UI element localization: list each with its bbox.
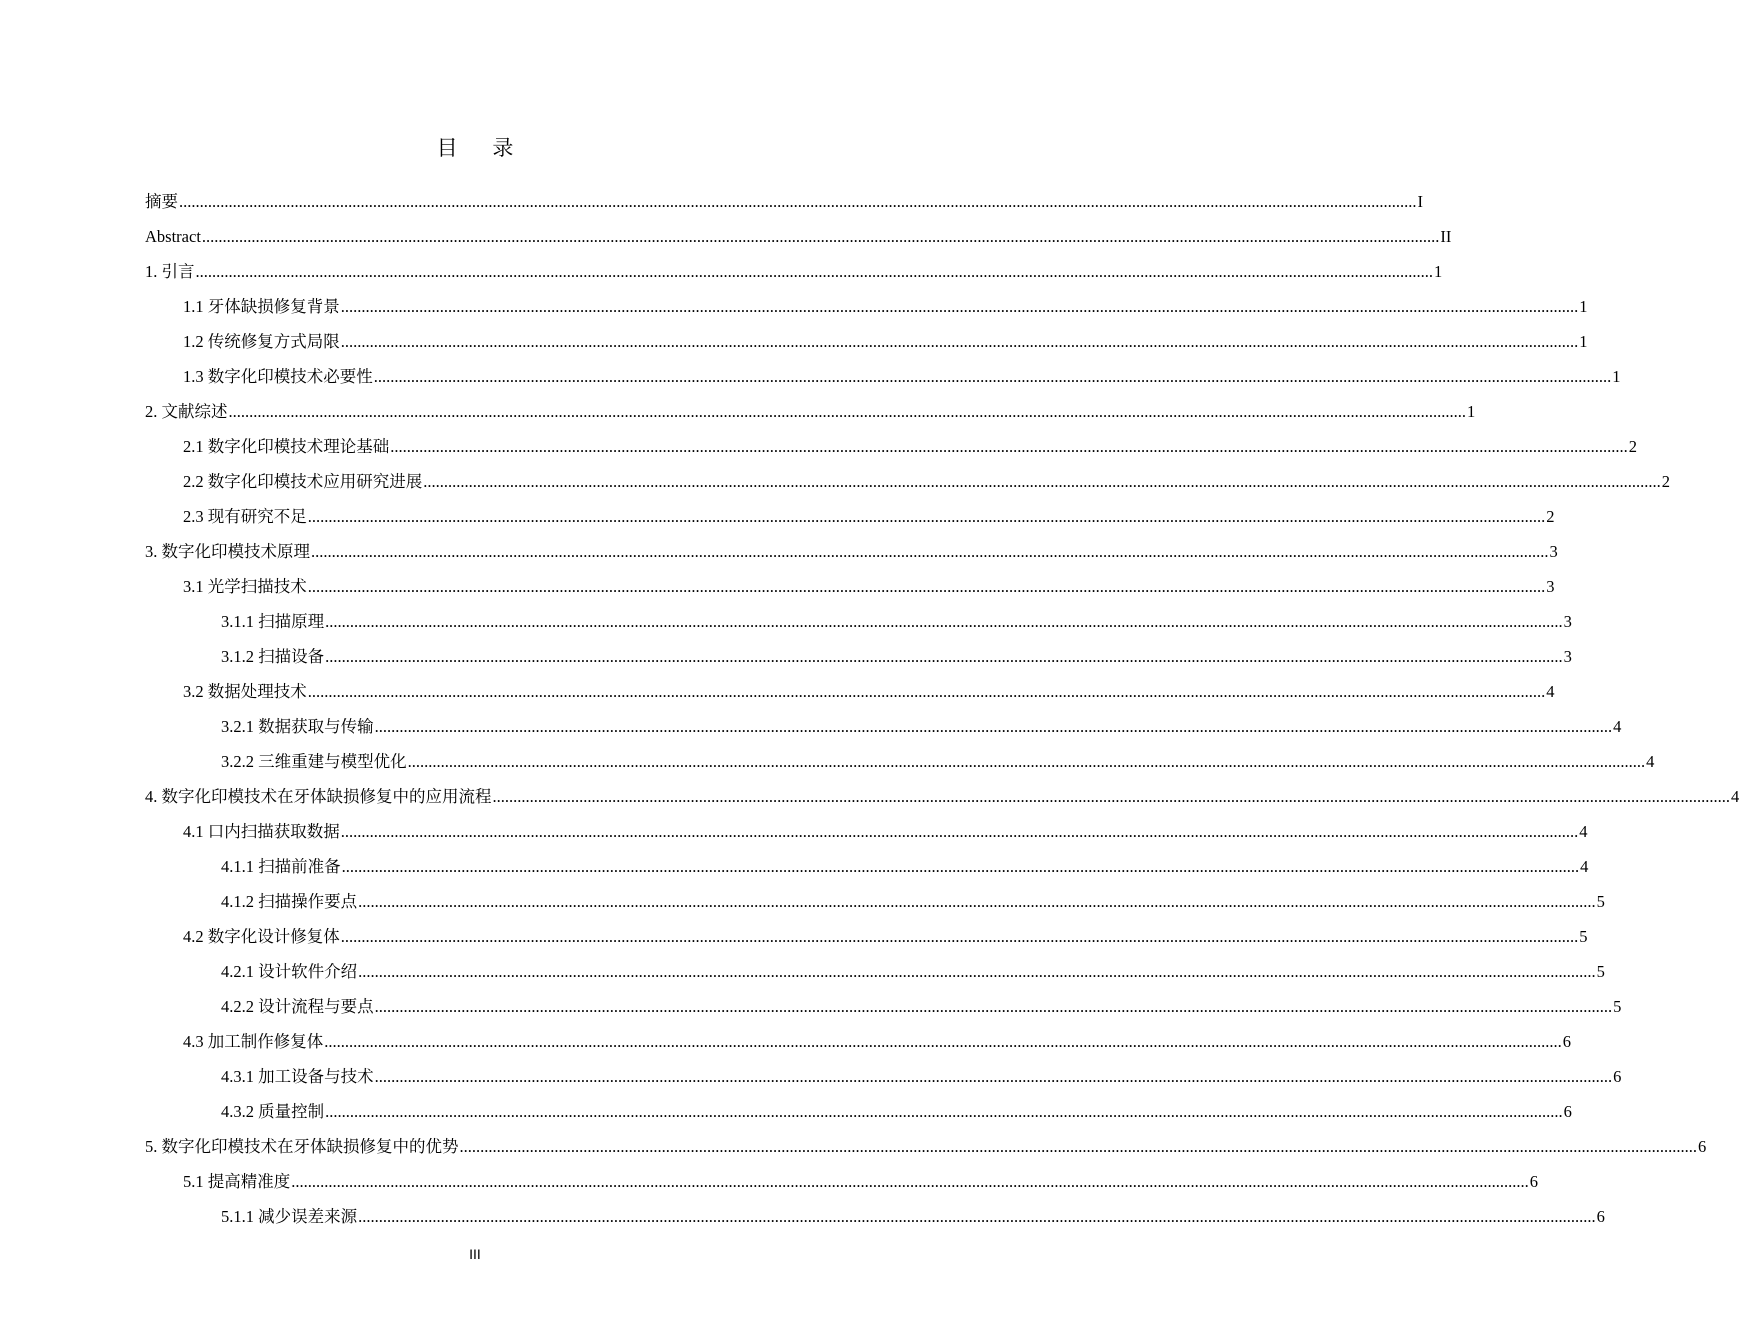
toc-dot-leader: ............................................................................................................................................................................................................................................................................................................ <box>307 577 1546 596</box>
toc-dot-leader: ............................................................................................................................................................................................................................................................................................................ <box>374 1067 1613 1086</box>
toc-dot-leader: ............................................................................................................................................................................................................................................................................................................ <box>492 787 1730 806</box>
toc-entry-label: 5. 数字化印模技术在牙体缺损修复中的优势 <box>145 1137 459 1156</box>
toc-dot-leader: ............................................................................................................................................................................................................................................................................................................ <box>423 472 1661 491</box>
toc-entry-page: 3 <box>1563 647 1572 666</box>
toc-entry[interactable] <box>183 317 1588 352</box>
toc-dot-leader: ............................................................................................................................................................................................................................................................................................................ <box>325 612 1563 631</box>
toc-entry[interactable] <box>221 702 1622 737</box>
toc-entry-label: 4.2 数字化设计修复体 <box>183 927 340 946</box>
toc-entry-label: 3.2 数据处理技术 <box>183 682 307 701</box>
toc-entry[interactable] <box>221 632 1572 667</box>
toc-title: 目 录 <box>436 136 528 160</box>
toc-entry[interactable] <box>221 1052 1622 1087</box>
toc-entry-label: 3.2.1 数据获取与传输 <box>221 717 374 736</box>
toc-entry[interactable] <box>183 422 1637 457</box>
toc-dot-leader: ............................................................................................................................................................................................................................................................................................................ <box>374 997 1613 1016</box>
toc-entry[interactable] <box>145 387 1476 422</box>
toc-entry[interactable] <box>221 877 1605 912</box>
toc-dot-leader: ............................................................................................................................................................................................................................................................................................................ <box>374 717 1613 736</box>
toc-dot-leader: ............................................................................................................................................................................................................................................................................................................ <box>311 542 1549 561</box>
toc-dot-leader: ............................................................................................................................................................................................................................................................................................................ <box>325 647 1563 666</box>
toc-entry-label: 1.1 牙体缺损修复背景 <box>183 297 340 316</box>
toc-entry[interactable] <box>183 562 1555 597</box>
toc-entry-page: 1 <box>1612 367 1621 386</box>
toc-dot-leader: ............................................................................................................................................................................................................................................................................................................ <box>201 227 1440 246</box>
toc-entry-label: 4.1 口内扫描获取数据 <box>183 822 340 841</box>
toc-entry-label: 4. 数字化印模技术在牙体缺损修复中的应用流程 <box>145 787 492 806</box>
toc-entry[interactable] <box>145 247 1443 282</box>
toc-entry-label: 2. 文献综述 <box>145 402 228 421</box>
toc-entry[interactable] <box>183 352 1621 387</box>
toc-entry[interactable] <box>183 912 1588 947</box>
toc-dot-leader: ............................................................................................................................................................................................................................................................................................................ <box>390 437 1628 456</box>
toc-entry-label: 4.1.2 扫描操作要点 <box>221 892 358 911</box>
toc-entry[interactable] <box>145 1122 1707 1157</box>
toc-entry-label: 4.3.2 质量控制 <box>221 1102 325 1121</box>
toc-entry-label: 5.1.1 减少误差来源 <box>221 1207 358 1226</box>
toc-dot-leader: ............................................................................................................................................................................................................................................................................................................ <box>228 402 1466 421</box>
toc-entry-label: 2.3 现有研究不足 <box>183 507 307 526</box>
toc-dot-leader: ............................................................................................................................................................................................................................................................................................................ <box>324 1032 1562 1051</box>
toc-entry[interactable] <box>183 282 1588 317</box>
toc-entry-label: 2.1 数字化印模技术理论基础 <box>183 437 390 456</box>
toc-entry[interactable] <box>221 947 1605 982</box>
toc-entry-page: 5 <box>1596 962 1605 981</box>
toc-entry-page: 4 <box>1580 857 1589 876</box>
toc-entry-page: 3 <box>1546 577 1555 596</box>
toc-entry-label: 3.1 光学扫描技术 <box>183 577 307 596</box>
toc-entry-page: 4 <box>1731 787 1739 806</box>
toc-dot-leader: ............................................................................................................................................................................................................................................................................................................ <box>358 892 1596 911</box>
toc-entry-page: 6 <box>1562 1032 1571 1051</box>
toc-dot-leader: ............................................................................................................................................................................................................................................................................................................ <box>358 1207 1596 1226</box>
toc-entry-page: 5 <box>1613 997 1622 1016</box>
toc-entry[interactable] <box>221 982 1622 1017</box>
toc-dot-leader: ............................................................................................................................................................................................................................................................................................................ <box>373 367 1612 386</box>
toc-entry-label: 1.2 传统修复方式局限 <box>183 332 340 351</box>
toc-entry-label: 4.3.1 加工设备与技术 <box>221 1067 374 1086</box>
toc-entry-page: II <box>1440 227 1452 246</box>
toc-entry[interactable] <box>183 492 1555 527</box>
toc-entry-label: 4.2.1 设计软件介绍 <box>221 962 358 981</box>
toc-entry-label: 3.2.2 三维重建与模型优化 <box>221 752 407 771</box>
toc-entry-page: 4 <box>1613 717 1622 736</box>
toc-entry[interactable] <box>145 772 1739 807</box>
toc-entry-page: 3 <box>1549 542 1558 561</box>
toc-entry-page: 6 <box>1596 1207 1605 1226</box>
toc-entry-label: 2.2 数字化印模技术应用研究进展 <box>183 472 423 491</box>
toc-entry[interactable] <box>145 212 1452 247</box>
toc-entry[interactable] <box>183 807 1588 842</box>
toc-entry-page: 1 <box>1579 332 1588 351</box>
toc-entry[interactable] <box>221 597 1572 632</box>
toc-entry-page: 6 <box>1529 1172 1538 1191</box>
toc-entry-page: I <box>1417 192 1423 211</box>
toc-entry[interactable] <box>221 1087 1572 1122</box>
toc-entry[interactable] <box>183 1157 1538 1192</box>
toc-entry-page: 6 <box>1563 1102 1572 1121</box>
toc-dot-leader: ............................................................................................................................................................................................................................................................................................................ <box>340 822 1579 841</box>
toc-entry-page: 1 <box>1467 402 1476 421</box>
toc-entry-label: 4.2.2 设计流程与要点 <box>221 997 374 1016</box>
page-number: III <box>469 1246 481 1262</box>
toc-entry-label: 3.1.1 扫描原理 <box>221 612 325 631</box>
toc-entry-label: 摘要 <box>145 192 178 211</box>
toc-entry-page: 4 <box>1646 752 1655 771</box>
toc-entry-label: 3. 数字化印模技术原理 <box>145 542 310 561</box>
toc-entry-page: 6 <box>1613 1067 1622 1086</box>
toc-entry-page: 1 <box>1434 262 1443 281</box>
toc-entry-page: 4 <box>1546 682 1555 701</box>
toc-dot-leader: ............................................................................................................................................................................................................................................................................................................ <box>307 507 1546 526</box>
toc-entry-page: 5 <box>1579 927 1588 946</box>
toc-dot-leader: ............................................................................................................................................................................................................................................................................................................ <box>459 1137 1697 1156</box>
toc-entry[interactable] <box>145 177 1423 212</box>
toc-dot-leader: ............................................................................................................................................................................................................................................................................................................ <box>291 1172 1529 1191</box>
toc-entry[interactable] <box>145 527 1558 562</box>
toc-entry-page: 2 <box>1546 507 1555 526</box>
toc-dot-leader: ............................................................................................................................................................................................................................................................................................................ <box>340 927 1579 946</box>
toc-entry-page: 6 <box>1698 1137 1707 1156</box>
toc-entry-label: 4.1.1 扫描前准备 <box>221 857 341 876</box>
toc-dot-leader: ............................................................................................................................................................................................................................................................................................................ <box>307 682 1546 701</box>
toc-entry-page: 4 <box>1579 822 1588 841</box>
toc-dot-leader: ............................................................................................................................................................................................................................................................................................................ <box>407 752 1646 771</box>
toc-dot-leader: ............................................................................................................................................................................................................................................................................................................ <box>195 262 1433 281</box>
toc-entry-label: 4.3 加工制作修复体 <box>183 1032 324 1051</box>
toc-entry-label: Abstract <box>145 227 201 246</box>
toc-dot-leader: ............................................................................................................................................................................................................................................................................................................ <box>340 332 1579 351</box>
toc-dot-leader: ............................................................................................................................................................................................................................................................................................................ <box>340 297 1579 316</box>
toc-dot-leader: ............................................................................................................................................................................................................................................................................................................ <box>179 192 1417 211</box>
toc-entry[interactable] <box>221 737 1655 772</box>
toc-dot-leader: ............................................................................................................................................................................................................................................................................................................ <box>358 962 1596 981</box>
toc-entry-page: 3 <box>1563 612 1572 631</box>
toc-entry-page: 1 <box>1579 297 1588 316</box>
toc-entry-label: 5.1 提高精准度 <box>183 1172 291 1191</box>
toc-entry[interactable] <box>221 1192 1605 1227</box>
toc-entry[interactable] <box>183 667 1555 702</box>
toc-entry[interactable] <box>221 842 1589 877</box>
toc-entry-page: 2 <box>1628 437 1637 456</box>
toc-entry[interactable] <box>183 457 1670 492</box>
toc-entry-label: 1.3 数字化印模技术必要性 <box>183 367 373 386</box>
toc-dot-leader: ............................................................................................................................................................................................................................................................................................................ <box>341 857 1580 876</box>
toc-entry-page: 5 <box>1596 892 1605 911</box>
toc-entry[interactable] <box>183 1017 1571 1052</box>
toc-entry-page: 2 <box>1661 472 1670 491</box>
toc-dot-leader: ............................................................................................................................................................................................................................................................................................................ <box>325 1102 1563 1121</box>
toc-entry-label: 1. 引言 <box>145 262 195 281</box>
toc-entry-label: 3.1.2 扫描设备 <box>221 647 325 666</box>
